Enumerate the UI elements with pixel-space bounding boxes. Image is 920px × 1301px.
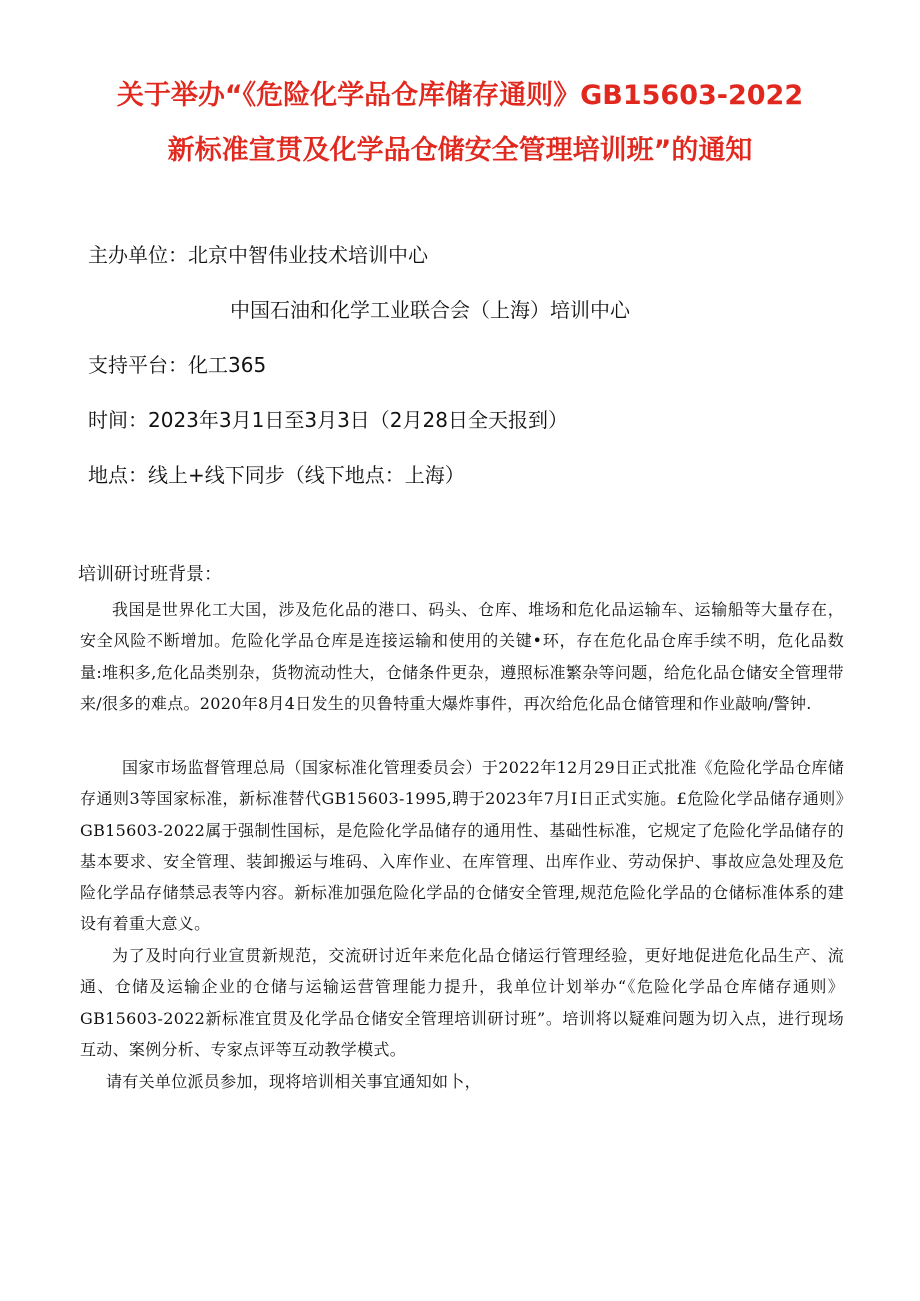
time-row [88,405,568,435]
time-value: 2023年3月1日至3月3日（2月28日全天报到） [148,408,568,432]
organizer-label: 主办单位： [88,243,188,267]
platform-row [88,350,266,380]
background-paragraph-2: 国家市场监督管理总局（国家标准化管理委员会）于2022年12月29日正式批准《危险化学品仓库储存通则3等国家标准，新标准替代GB15603-1995,聘于2023年7月I日正式实施。£危险化学品储存通则》GB15603-2022属于强制性国标，是危险化学品储存的通用性、基础性标准，它规定了危险化学品储存的基本要求、安全管理、装卸搬运与堆码、入库作业、在库管理、出库作业、劳动保护、事故应急处理及危险化学品存储禁忌表等内容。新标准加强危险化学品的仓储安全管理,规范危险化学品的仓储标准体系的建设有着重大意义。 [80,758,844,934]
time-label: 时间： [88,408,148,432]
organizer-row [88,240,428,270]
location-label: 地点： [88,463,148,487]
background-paragraph-4: 请有关单位派员参加，现将培训相关事宜通知如卜， [106,1072,481,1091]
background-paragraph-3: 为了及时向行业宣贯新规范，交流研讨近年来危化品仓储运行管理经验，更好地促进危化品生产、流通、仓储及运输企业的仓储与运输运营管理能力提升，我单位计划举办“《危险化学品仓库储存通则》GB15603-2022新标准宜贯及化学品仓储安全管理培训研讨班”。培训将以疑难问题为切入点，进行现场互动、案例分析、专家点评等互动教学模式。 [80,946,844,1059]
location-row [88,460,465,490]
location-value: 线上+线下同步（线下地点：上海） [148,463,465,487]
platform-label: 支持平台： [88,353,188,377]
notice-title-line-2: 新标准宣贯及化学品仓储安全管理培训班”的通知 [167,135,753,166]
organizer-name-1: 北京中智伟业技术培训中心 [188,243,428,267]
background-heading: 培训研讨班背景： [78,564,222,585]
organizer-name-2: 中国石油和化学工业联合会（上海）培训中心 [230,298,630,322]
notice-title-line-1: 关于举办“《危险化学品仓库储存通则》GB15603-2022 [116,80,804,111]
platform-name: 化工365 [188,353,267,377]
background-paragraph-1: 我国是世界化工大国，涉及危化品的港口、码头、仓库、堆场和危化品运输车、运输船等大量存在，安全风险不断增加。危险化学品仓库是连接运输和使用的关键•环，存在危化品仓库手续不明，危化品数量:堆积多,危化品类别杂，货物流动性大，仓储条件更杂，遵照标准繁杂等问题，给危化品仓储安全管理带来/很多的难点。2020年8月4日发生的贝鲁特重大爆炸事件，再次给危化品仓储管理和作业敲响/警钟. [80,600,844,713]
